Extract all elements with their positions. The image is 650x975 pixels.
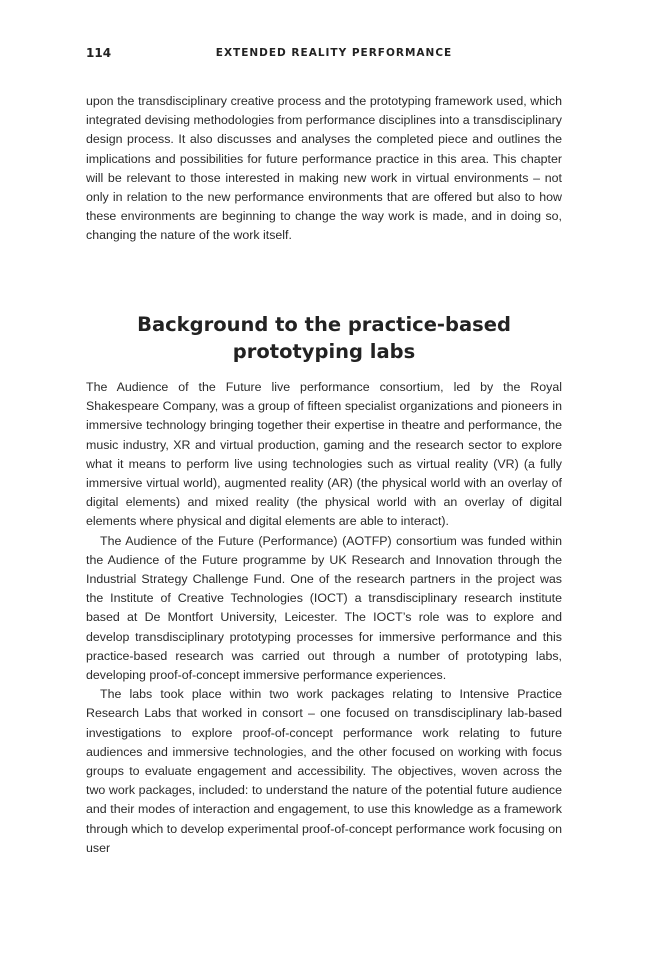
body-paragraph: The Audience of the Future live performance consortium, led by the Royal Shakespeare Company, was a group of fifteen specialist organizations and pioneers in immersive technology bringing together their expertise in theatre and performance, the music industry, XR and virtual production, gaming and the research sector to explore what it means to perform live using technologies such as virtual reality (VR) (a fully immersive virtual world), augmented reality (AR) (the physical world with an overlay of digital elements) and mixed reality (the physical world with an overlay of digital elements where physical and digital elements are able to interact). xyxy=(86,380,562,529)
section-heading: Background to the practice-based prototyping labs xyxy=(137,313,511,363)
intro-text-block xyxy=(86,92,562,246)
body-paragraph: The Audience of the Future (Performance) (AOTFP) consortium was funded within the Audience of the Future programme by UK Research and Innovation through the Industrial Strategy Challenge Fund. One of the research partners in the project was the Institute of Creative Technologies (IOCT) a transdisciplinary research institute based at De Montfort University, Leicester. The IOCT’s role was to explore and develop transdisciplinary prototyping processes for immersive performance and this practice-based research was carried out through a number of prototyping labs, developing proof-of-concept immersive performance experiences. xyxy=(86,533,562,683)
section-body xyxy=(86,378,562,858)
running-header xyxy=(86,46,562,64)
running-title: EXTENDED REALITY PERFORMANCE xyxy=(215,47,453,59)
page-number: 114 xyxy=(86,46,112,60)
intro-paragraph: upon the transdisciplinary creative process and the prototyping framework used, which integrated devising methodologies from performance disciplines into a transdisciplinary design process. It also discusses and analyses the completed piece and outlines the implications and possibilities for future performance practice in this area. This chapter will be relevant to those interested in making new work in virtual environments – not only in relation to the new performance environments that are offered but also to how these environments are beginning to change the way work is made, and in doing so, changing the nature of the work itself. xyxy=(86,94,562,243)
body-paragraph: The labs took place within two work packages relating to Intensive Practice Research Labs that worked in consort – one focused on transdisciplinary lab-based investigations to explore proof-of-concept performance work relating to future audiences and immersive technologies, and the other focused on working with focus groups to evaluate engagement and accessibility. The objectives, woven across the two work packages, included: to understand the nature of the potential future audience and their modes of interaction and engagement, to use this knowledge as a framework through which to develop experimental proof-of-concept performance work focusing on user xyxy=(86,687,562,855)
book-page xyxy=(86,0,562,975)
